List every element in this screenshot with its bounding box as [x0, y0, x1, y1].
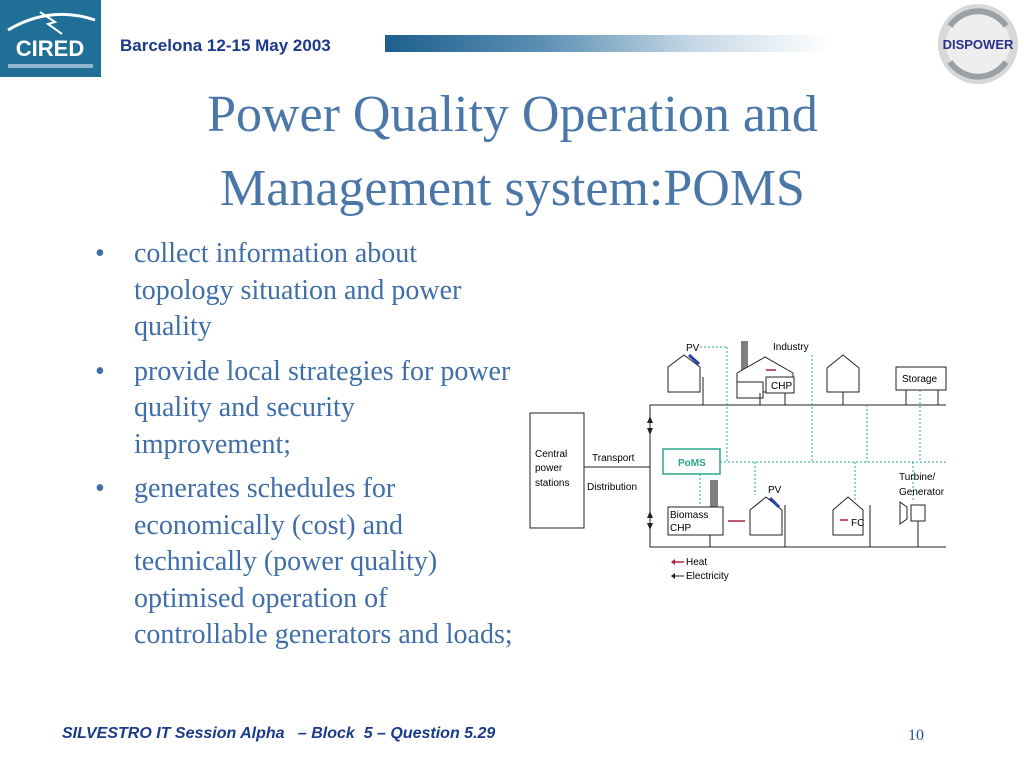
- house-plain: [827, 355, 859, 392]
- dispower-logo-text: DISPOWER: [942, 37, 1014, 52]
- pv-house-bottom: [750, 497, 782, 535]
- storage-label: Storage: [902, 374, 938, 385]
- chp-label: CHP: [771, 381, 793, 392]
- slide-title: Power Quality Operation and Management system:POMS: [207, 86, 818, 218]
- generator-icon: [911, 505, 925, 521]
- bullet-text: collect information about topology situation and power quality: [134, 238, 462, 342]
- biomass-label-2: CHP: [670, 523, 692, 534]
- poms-label: PoMS: [678, 458, 706, 469]
- bullet-text: provide local strategies for power quality and security improvement;: [134, 355, 511, 460]
- event-text: Barcelona 12-15 May 2003: [120, 36, 331, 55]
- header-gradient-bar: [385, 35, 830, 52]
- biomass-chimney: [710, 480, 718, 508]
- cired-logo-text: CIRED: [15, 36, 85, 61]
- bullet-item: [95, 236, 515, 346]
- distribution-label: Distribution: [587, 482, 638, 493]
- turbine-label-2: Generator: [899, 487, 945, 498]
- bullet-icon: •: [95, 355, 105, 387]
- footer-page-number: 10: [908, 727, 924, 744]
- bullet-list: [95, 236, 515, 662]
- fc-house: [833, 497, 863, 535]
- bullet-item: [95, 471, 515, 654]
- central-label-2: power: [535, 463, 563, 474]
- turbine-label-1: Turbine/: [899, 472, 936, 483]
- industry-label: Industry: [773, 342, 809, 353]
- industry-chimney: [741, 341, 748, 371]
- cired-logo: [0, 0, 101, 77]
- central-label-3: stations: [535, 478, 570, 489]
- turbine-icon: [900, 502, 907, 524]
- central-label-1: Central: [535, 449, 568, 460]
- bullet-item: [95, 354, 515, 464]
- legend-electricity: Electricity: [686, 571, 729, 582]
- biomass-label-1: Biomass: [670, 510, 709, 521]
- bullet-icon: •: [95, 238, 105, 269]
- legend-heat: Heat: [686, 557, 708, 568]
- fc-label: FC: [851, 518, 865, 529]
- dispower-logo: [930, 0, 1024, 88]
- bullet-icon: •: [95, 473, 105, 504]
- pv-top-label: PV: [686, 343, 700, 354]
- bullet-text: generates schedules for economically (cost) and technically (power quality) optimised operation of controllable generators and loads;: [134, 473, 513, 650]
- pv-bottom-label: PV: [768, 485, 782, 496]
- footer-session: SILVESTRO IT Session Alpha – Block 5 – Question 5.29: [62, 725, 496, 742]
- poms-diagram: [525, 333, 955, 593]
- transport-label: Transport: [592, 453, 635, 464]
